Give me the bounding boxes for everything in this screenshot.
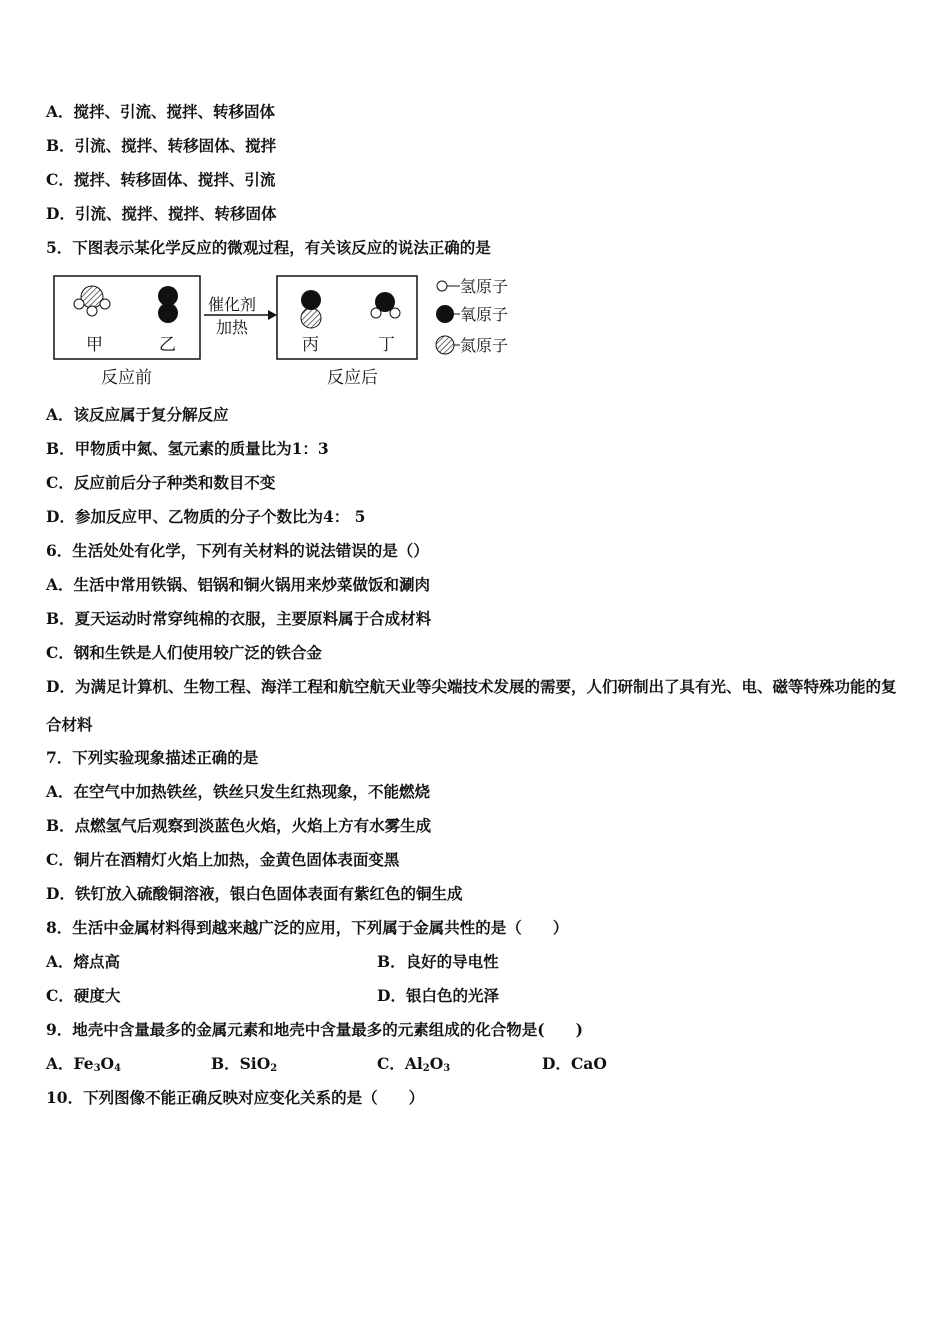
q10-stem: 10．下列图像不能正确反映对应变化关系的是（ ） [46,1088,425,1107]
q8-option-a: A．熔点高 [46,952,121,971]
q8-option-d: D．银白色的光泽 [377,986,499,1005]
q7-option-c: C．铜片在酒精灯火焰上加热，金黄色固体表面变黑 [46,850,400,869]
q5-option-b: B．甲物质中氮、氢元素的质量比为1：3 [46,439,329,458]
molecule-yi [158,286,178,323]
q6-option-c: C．钢和生铁是人们使用较广泛的铁合金 [46,643,322,662]
reaction-diagram [46,270,536,395]
arrow-catalyst-label: 催化剂 [208,295,257,314]
legend-oxygen [436,305,508,324]
svg-text:氢原子: 氢原子 [460,277,509,296]
svg-text:氮原子: 氮原子 [460,336,509,355]
arrow-heat-label: 加热 [216,318,249,337]
q5-option-a: A．该反应属于复分解反应 [46,405,229,424]
q9-stem: 9．地壳中含量最多的金属元素和地壳中含量最多的元素组成的化合物是( ) [46,1020,583,1039]
label-before: 反应前 [101,368,152,388]
q7-stem: 7．下列实验现象描述正确的是 [46,748,259,767]
q5-option-c: C．反应前后分子种类和数目不变 [46,473,276,492]
q6-stem: 6．生活处处有化学，下列有关材料的说法错误的是（） [46,541,429,560]
q5-option-d: D．参加反应甲、乙物质的分子个数比为4： 5 [46,507,366,526]
q9-option-b: B．SiO$_2$ [211,1054,278,1074]
legend-nitrogen [436,336,508,355]
label-after: 反应后 [327,368,378,388]
q9-option-c: C．$Al_2O_3$ [377,1054,451,1074]
label-jia: 甲 [86,335,103,355]
molecule-jia [74,286,110,316]
molecule-ding [371,292,400,318]
before-box [54,276,200,359]
q6-option-a: A．生活中常用铁锅、铝锅和铜火锅用来炒菜做饭和涮肉 [46,575,431,594]
q4-option-c: C．搅拌、转移固体、搅拌、引流 [46,170,276,189]
q5-stem: 5．下图表示某化学反应的微观过程，有关该反应的说法正确的是 [46,238,491,257]
q6-option-b: B．夏天运动时常穿纯棉的衣服，主要原料属于合成材料 [46,609,432,628]
q7-option-b: B．点燃氢气后观察到淡蓝色火焰，火焰上方有水雾生成 [46,816,432,835]
q8-option-b: B．良好的导电性 [377,952,499,971]
q8-stem: 8．生活中金属材料得到越来越广泛的应用，下列属于金属共性的是（ ） [46,918,569,937]
q4-option-a: A．搅拌、引流、搅拌、转移固体 [46,102,276,121]
label-bing: 丙 [302,335,319,355]
q8-option-c: C．硬度大 [46,986,121,1005]
q6-option-d: D．为满足计算机、生物工程、海洋工程和航空航天业等尖端技术发展的需要，人们研制出了具有光、电、磁等特殊功能的复合材料 [46,677,897,734]
q4-option-b: B．引流、搅拌、转移固体、搅拌 [46,136,277,155]
q9-option-d: D．CaO [542,1054,607,1073]
legend-hydrogen [437,277,508,296]
label-yi: 乙 [159,335,176,355]
q7-option-a: A．在空气中加热铁丝，铁丝只发生红热现象，不能燃烧 [46,782,431,801]
molecule-bing [301,290,321,328]
q9-option-a: A．$Fe_3O_4$ [46,1054,122,1074]
q4-option-d: D．引流、搅拌、搅拌、转移固体 [46,204,277,223]
svg-text:氧原子: 氧原子 [460,305,509,324]
arrow-head [268,310,277,320]
q7-option-d: D．铁钉放入硫酸铜溶液，银白色固体表面有紫红色的铜生成 [46,884,463,903]
label-ding: 丁 [378,335,395,355]
